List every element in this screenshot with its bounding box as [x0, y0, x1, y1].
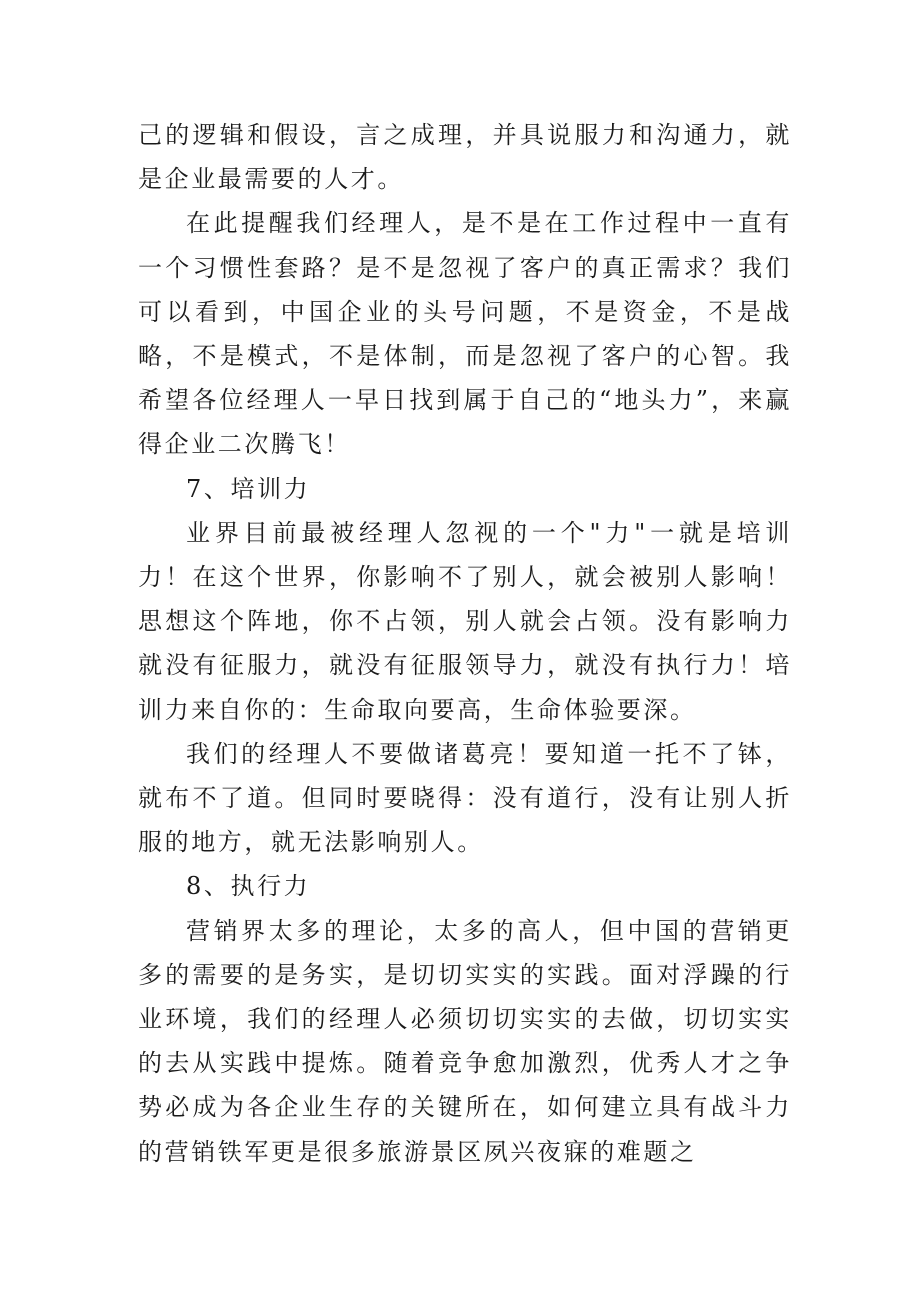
paragraph-reminder: 在此提醒我们经理人，是不是在工作过程中一直有一个习惯性套路？是不是忽视了客户的真正需求？我们可以看到，中国企业的头号问题，不是资金，不是战略，不是模式，不是体制，而是忽视了客户的心智。我希望各位经理人一早日找到属于自己的“地头力”，来赢得企业二次腾飞！	[138, 209, 792, 459]
document-body	[138, 113, 792, 1174]
section-heading-execution: 8、执行力	[186, 872, 311, 901]
paragraph-managers: 我们的经理人不要做诸葛亮！要知道一托不了钵，就布不了道。但同时要晓得：没有道行，没有让别人折服的地方，就无法影响别人。	[138, 739, 792, 857]
section-heading-training: 7、培训力	[186, 474, 311, 503]
paragraph-training: 业界目前最被经理人忽视的一个"力"一就是培训力！在这个世界，你影响不了别人，就会被别人影响！思想这个阵地，你不占领，别人就会占领。没有影响力就没有征服力，就没有征服领导力，就没有执行力！培训力来自你的：生命取向要高，生命体验要深。	[138, 518, 792, 724]
paragraph-continuation: 己的逻辑和假设，言之成理，并具说服力和沟通力，就是企业最需要的人才。	[138, 121, 792, 194]
paragraph-execution: 营销界太多的理论，太多的高人，但中国的营销更多的需要的是务实，是切切实实的实践。面对浮躁的行业环境，我们的经理人必须切切实实的去做，切切实实的去从实践中提炼。随着竞争愈加激烈，优秀人才之争势必成为各企业生存的关键所在，如何建立具有战斗力的营销铁军更是很多旅游景区夙兴夜寐的难题之	[138, 916, 792, 1166]
